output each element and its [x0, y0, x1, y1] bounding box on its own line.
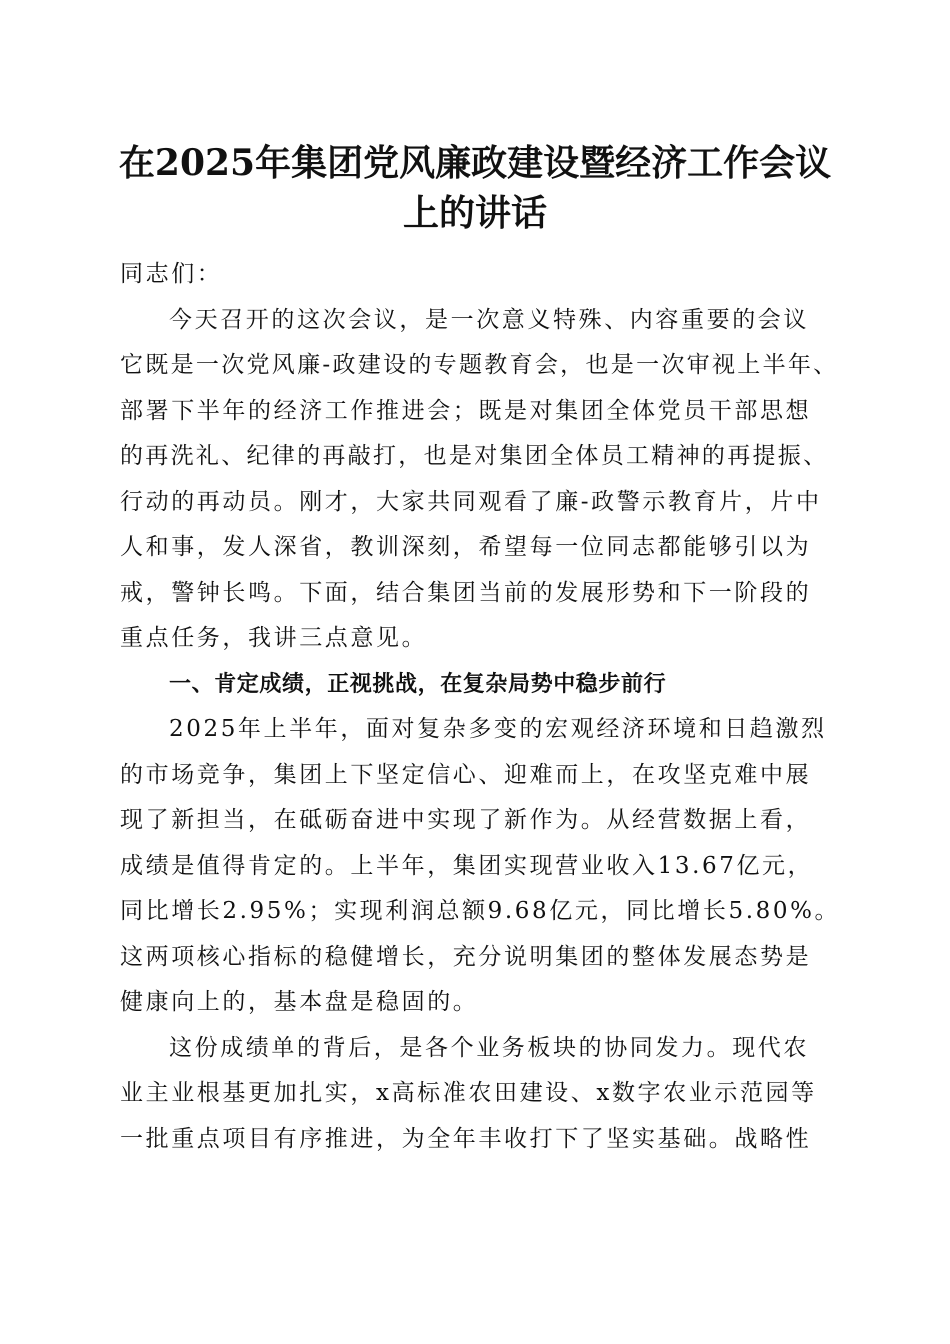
text-line: 同比增长2.95%；实现利润总额9.68亿元，同比增长5.80%。: [120, 898, 841, 924]
text-line: 2025年上半年，面对复杂多变的宏观经济环境和日趋激烈: [169, 716, 827, 742]
section-heading: 一、肯定成绩，正视挑战，在复杂局势中稳步前行: [169, 671, 667, 697]
text-line: 的再洗礼、纪律的再敲打，也是对集团全体员工精神的再提振、: [120, 443, 829, 469]
salutation: 同志们：: [120, 261, 223, 287]
text-line: 现了新担当，在砥砺奋进中实现了新作为。从经营数据上看，: [120, 807, 812, 833]
text-line: 业主业根基更加扎实，x高标准农田建设、x数字农业示范园等: [120, 1080, 817, 1106]
title-line-2: 上的讲话: [402, 192, 547, 234]
text-line: 这两项核心指标的稳健增长，充分说明集团的整体发展态势是: [120, 943, 812, 970]
text-line: 今天召开的这次会议，是一次意义特殊、内容重要的会议: [169, 306, 809, 333]
document-title: [100, 138, 850, 238]
text-line: 行动的再动员。刚才，大家共同观看了廉-政警示教育片，片中: [120, 488, 822, 515]
text-line: 一批重点项目有序推进，为全年丰收打下了坚实基础。战略性: [120, 1125, 812, 1152]
document-body: [120, 252, 840, 1162]
text-line: 健康向上的，基本盘是稳固的。: [120, 989, 479, 1015]
title-line-1: 在2025年集团党风廉政建设暨经济工作会议: [118, 142, 832, 184]
text-line: 戒，警钟长鸣。下面，结合集团当前的发展形势和下一阶段的: [120, 579, 812, 606]
text-line: 人和事，发人深省，教训深刻，希望每一位同志都能够引以为: [120, 534, 812, 560]
text-line: 这份成绩单的背后，是各个业务板块的协同发力。现代农: [169, 1034, 809, 1061]
text-line: 的市场竞争，集团上下坚定信心、迎难而上，在攻坚克难中展: [120, 761, 812, 788]
text-line: 成绩是值得肯定的。上半年，集团实现营业收入13.67亿元，: [120, 852, 814, 879]
text-line: 重点任务，我讲三点意见。: [120, 625, 428, 651]
text-line: 部署下半年的经济工作推进会；既是对集团全体党员干部思想: [120, 397, 812, 424]
text-line: 它既是一次党风廉-政建设的专题教育会，也是一次审视上半年、: [120, 352, 839, 378]
